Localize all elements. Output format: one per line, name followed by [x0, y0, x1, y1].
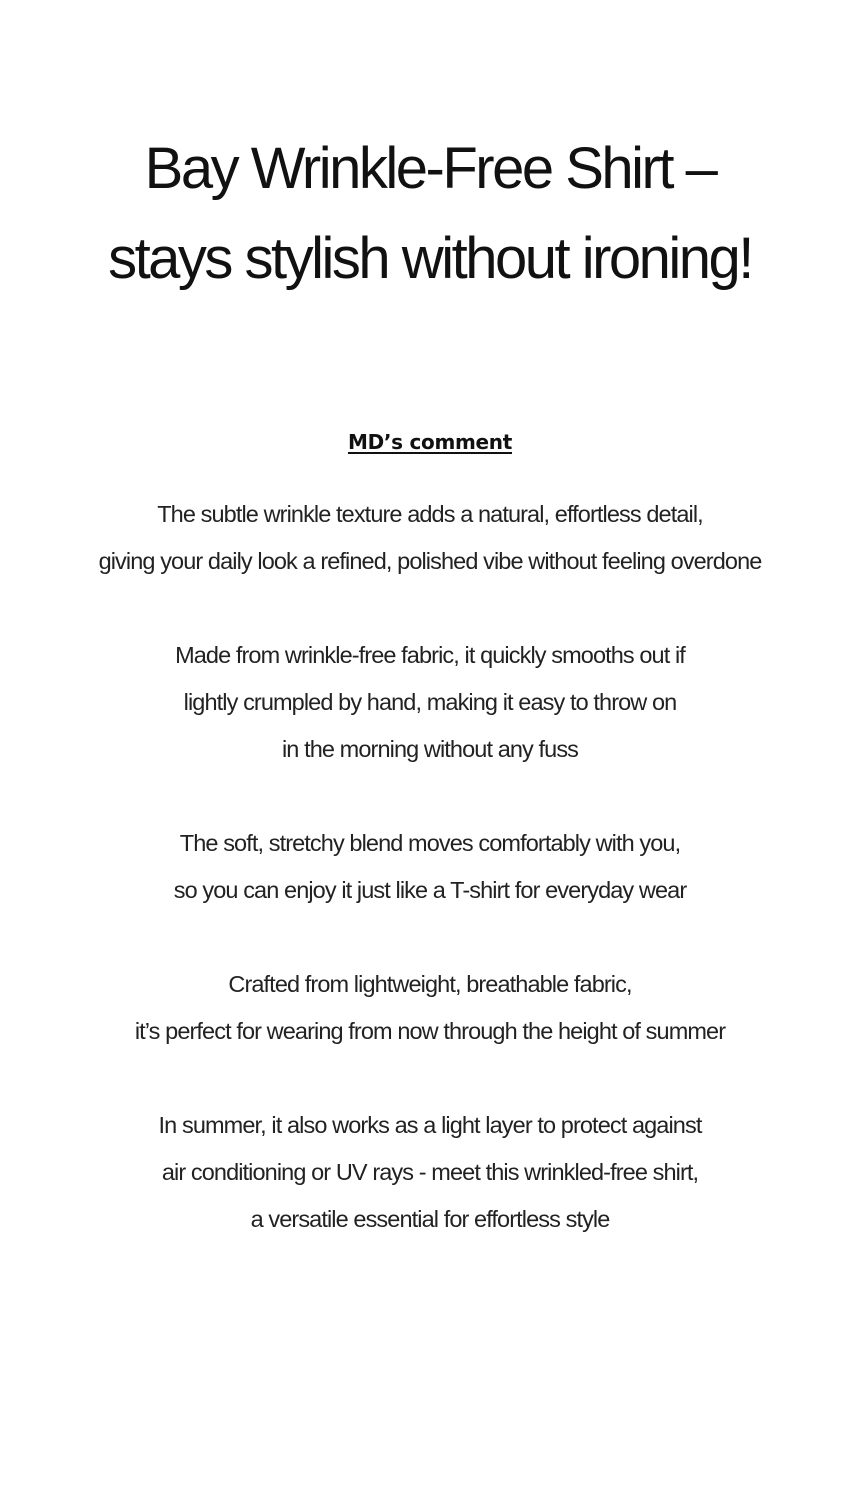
paragraph-4-line-2: it’s perfect for wearing from now through the height of summer: [134, 1018, 726, 1044]
paragraph-3-line-2: so you can enjoy it just like a T-shirt for everyday wear: [173, 877, 687, 903]
md-comment-heading: [0, 430, 860, 454]
headline-line-2: stays stylish without ironing!: [108, 226, 752, 291]
md-comment-title: MD’s comment: [347, 430, 512, 454]
paragraph-2-line-3: in the morning without any fuss: [281, 736, 579, 762]
paragraph-5-line-2: air conditioning or UV rays - meet this wrinkled-free shirt,: [161, 1159, 699, 1185]
paragraph-5-line-3: a versatile essential for effortless style: [250, 1206, 610, 1232]
paragraph-5-line-1: In summer, it also works as a light layer to protect against: [158, 1112, 702, 1138]
paragraph-4-line-1: Crafted from lightweight, breathable fabric,: [228, 971, 632, 997]
paragraph-1-line-2: giving your daily look a refined, polished vibe without feeling overdone: [98, 548, 762, 574]
paragraph-1-line-1: The subtle wrinkle texture adds a natural, effortless detail,: [157, 501, 703, 527]
paragraph-2-line-1: Made from wrinkle-free fabric, it quickly smooths out if: [175, 642, 685, 668]
headline-line-1: Bay Wrinkle-Free Shirt –: [144, 136, 716, 201]
paragraph-2-line-2: lightly crumpled by hand, making it easy to throw on: [183, 689, 677, 715]
paragraph-3-line-1: The soft, stretchy blend moves comfortably with you,: [179, 830, 681, 856]
